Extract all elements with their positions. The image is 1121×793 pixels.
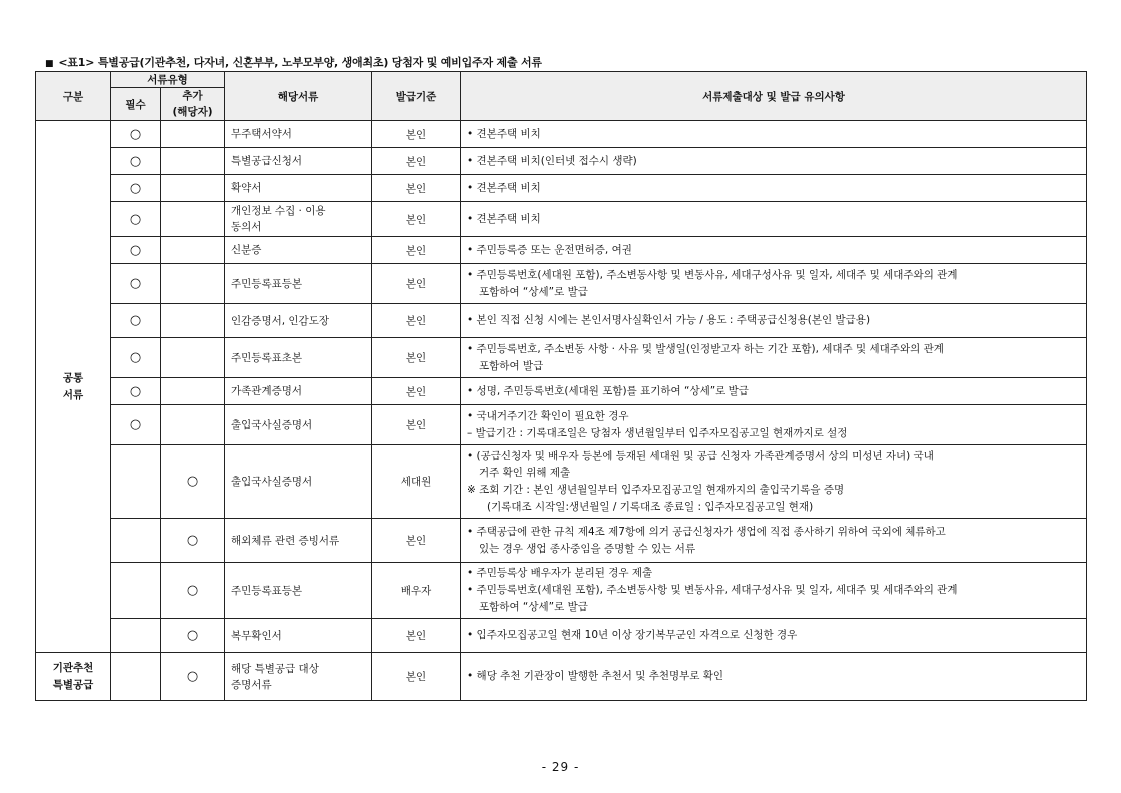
circle-mark-icon: ○ <box>129 242 142 258</box>
note-line: 거주 확인 위해 제출 <box>479 466 571 479</box>
document-name-cell <box>225 148 372 175</box>
required-mark-cell <box>111 121 161 148</box>
note-line: (기록대조 시작일:생년월일 / 기록대조 종료일 : 입주자모집공고일 현재) <box>487 500 814 513</box>
document-name-cell <box>225 445 372 519</box>
note-line: • 입주자모집공고일 현재 10년 이상 장기복무군인 자격으로 신청한 경우 <box>467 629 798 641</box>
circle-mark-icon: ○ <box>129 126 142 142</box>
group-label-line: 특별공급 <box>52 678 94 691</box>
required-mark-cell <box>111 378 161 405</box>
notes-cell <box>461 237 1087 264</box>
required-mark-cell <box>111 519 161 563</box>
notes-cell <box>461 121 1087 148</box>
required-mark-cell <box>111 563 161 619</box>
note-line: • 해당 추천 기관장이 발행한 추천서 및 추천명부로 확인 <box>467 670 724 682</box>
document-name-line: 주민등록표등본 <box>231 584 303 597</box>
circle-mark-icon: ○ <box>129 153 142 169</box>
document-name-line: 주민등록표초본 <box>231 351 303 364</box>
issue-basis-cell: 본인 <box>372 338 461 378</box>
header-notes: 서류제출대상 및 발급 유의사항 <box>461 72 1087 121</box>
additional-mark-cell <box>161 264 225 304</box>
notes-cell <box>461 445 1087 519</box>
notes-cell <box>461 175 1087 202</box>
required-mark-cell <box>111 237 161 264</box>
page-number: - 29 - <box>541 760 580 774</box>
additional-mark-cell <box>161 148 225 175</box>
note-line: • 주민등록번호(세대원 포함), 주소변동사항 및 변동사유, 세대구성사유 및 일자, 세대주 및 세대주와의 관계 <box>467 268 958 281</box>
table-row <box>36 202 1087 237</box>
note-line: • (공급신청자 및 배우자 등본에 등재된 세대원 및 공급 신청자 가족관계증명서 상의 미성년 자녀) 국내 <box>467 449 934 462</box>
header-required: 필수 <box>111 88 161 121</box>
circle-mark-icon: ○ <box>186 583 199 598</box>
table-row <box>36 304 1087 338</box>
table-title <box>45 54 542 70</box>
circle-mark-icon: ○ <box>186 669 199 684</box>
issue-basis-cell: 본인 <box>372 378 461 405</box>
note-line: • 주민등록번호, 주소변동 사항 · 사유 및 발생일(인정받고자 하는 기간 포함), 세대주 및 세대주와의 관계 <box>467 342 944 355</box>
table-row <box>36 563 1087 619</box>
additional-mark-cell <box>161 237 225 264</box>
required-mark-cell <box>111 175 161 202</box>
additional-mark-cell <box>161 378 225 405</box>
circle-mark-icon: ○ <box>129 180 142 196</box>
required-mark-cell <box>111 445 161 519</box>
issue-basis-cell: 본인 <box>372 519 461 563</box>
notes-cell <box>461 264 1087 304</box>
note-line: • 성명, 주민등록번호(세대원 포함)를 표기하여 “상세”로 발급 <box>467 384 749 397</box>
additional-mark-cell <box>161 304 225 338</box>
required-mark-cell <box>111 619 161 653</box>
table-row <box>36 338 1087 378</box>
table-row <box>36 653 1087 701</box>
document-name-line: 해당 특별공급 대상 <box>231 662 319 675</box>
circle-mark-icon: ○ <box>129 313 142 328</box>
note-line: • 주민등록번호(세대원 포함), 주소변동사항 및 변동사유, 세대구성사유 및 일자, 세대주 및 세대주와의 관계 <box>467 584 958 596</box>
note-line: • 국내거주기간 확인이 필요한 경우 <box>467 409 629 422</box>
circle-mark-icon: ○ <box>129 417 142 432</box>
table-body <box>36 121 1087 701</box>
required-mark-cell <box>111 264 161 304</box>
note-line: • 견본주택 비치 <box>467 181 541 194</box>
note-line: • 견본주택 비치 <box>467 212 541 225</box>
header-additional <box>161 88 225 121</box>
document-name-line: 동의서 <box>231 221 262 233</box>
circle-mark-icon: ○ <box>129 383 142 399</box>
required-mark-cell <box>111 148 161 175</box>
issue-basis-cell: 본인 <box>372 237 461 264</box>
header-category: 구분 <box>36 72 111 121</box>
notes-cell <box>461 202 1087 237</box>
note-line: 포함하여 “상세”로 발급 <box>479 601 588 613</box>
document-name-cell <box>225 405 372 445</box>
additional-mark-cell <box>161 121 225 148</box>
group-label-line: 서류 <box>62 388 84 401</box>
table-row <box>36 121 1087 148</box>
notes-cell <box>461 378 1087 405</box>
additional-mark-cell <box>161 405 225 445</box>
document-name-line: 증명서류 <box>231 678 272 691</box>
document-name-line: 신분증 <box>231 244 262 256</box>
required-mark-cell <box>111 405 161 445</box>
table-row <box>36 237 1087 264</box>
issue-basis-cell: 본인 <box>372 653 461 701</box>
header-issue-basis: 발급기준 <box>372 72 461 121</box>
table-row <box>36 445 1087 519</box>
circle-mark-icon: ○ <box>186 533 199 548</box>
title-bullet: ■ <box>45 59 54 69</box>
additional-mark-cell <box>161 445 225 519</box>
header-additional-line1: 추가 <box>182 90 203 102</box>
required-mark-cell <box>111 653 161 701</box>
additional-mark-cell <box>161 563 225 619</box>
note-line: 있는 경우 생업 종사중임을 증명할 수 있는 서류 <box>479 542 696 555</box>
note-line: • 견본주택 비치(인터넷 접수시 생략) <box>467 154 637 167</box>
required-mark-cell <box>111 202 161 237</box>
issue-basis-cell: 본인 <box>372 619 461 653</box>
document-name-line: 주민등록표등본 <box>231 277 303 290</box>
document-name-line: 특별공급신청서 <box>231 155 303 167</box>
notes-cell <box>461 148 1087 175</box>
header-additional-line2: (해당자) <box>172 106 213 118</box>
required-mark-cell <box>111 304 161 338</box>
notes-cell <box>461 619 1087 653</box>
issue-basis-cell: 본인 <box>372 405 461 445</box>
document-name-cell <box>225 264 372 304</box>
notes-cell <box>461 519 1087 563</box>
note-line: • 주민등록상 배우자가 분리된 경우 제출 <box>467 567 653 579</box>
group-label-line: 공통 <box>62 371 84 384</box>
notes-cell <box>461 338 1087 378</box>
table-row <box>36 264 1087 304</box>
circle-mark-icon: ○ <box>186 628 199 643</box>
document-name-line: 개인정보 수집 · 이용 <box>231 205 326 217</box>
group-label-cell <box>36 121 111 653</box>
issue-basis-cell: 본인 <box>372 148 461 175</box>
note-line: 포함하여 “상세”로 발급 <box>479 285 588 298</box>
document-table <box>35 71 1087 701</box>
additional-mark-cell <box>161 338 225 378</box>
document-name-cell <box>225 378 372 405</box>
table-row <box>36 619 1087 653</box>
issue-basis-cell: 본인 <box>372 264 461 304</box>
additional-mark-cell <box>161 619 225 653</box>
table-row <box>36 519 1087 563</box>
document-name-line: 출입국사실증명서 <box>231 418 313 431</box>
note-line: ※ 조회 기간 : 본인 생년월일부터 입주자모집공고일 현재까지의 출입국기록을 증명 <box>467 483 845 496</box>
document-name-cell <box>225 653 372 701</box>
header-document: 해당서류 <box>225 72 372 121</box>
circle-mark-icon: ○ <box>186 474 199 489</box>
document-name-line: 출입국사실증명서 <box>231 475 313 488</box>
issue-basis-cell: 세대원 <box>372 445 461 519</box>
document-name-cell <box>225 175 372 202</box>
circle-mark-icon: ○ <box>129 276 142 291</box>
header-doc-type: 서류유형 <box>111 72 225 88</box>
document-name-cell <box>225 619 372 653</box>
additional-mark-cell <box>161 519 225 563</box>
notes-cell <box>461 405 1087 445</box>
title-text: <표1> 특별공급(기관추천, 다자녀, 신혼부부, 노부모부양, 생애최초) 당첨자 및 예비입주자 제출 서류 <box>58 56 542 69</box>
note-line: • 본인 직접 신청 시에는 본인서명사실확인서 가능 / 용도 : 주택공급신청용(본인 발급용) <box>467 314 871 326</box>
document-name-cell <box>225 519 372 563</box>
note-line: • 주민등록증 또는 운전면허증, 여권 <box>467 243 632 256</box>
table-row <box>36 378 1087 405</box>
document-name-cell <box>225 237 372 264</box>
table-row <box>36 148 1087 175</box>
document-name-line: 인감증명서, 인감도장 <box>231 314 329 327</box>
group-label-cell <box>36 653 111 701</box>
note-line: 포함하여 발급 <box>479 359 544 372</box>
issue-basis-cell: 본인 <box>372 202 461 237</box>
circle-mark-icon: ○ <box>129 350 142 365</box>
note-line: – 발급기간 : 기록대조일은 당첨자 생년월일부터 입주자모집공고일 현재까지로 설정 <box>467 426 848 439</box>
document-name-line: 확약서 <box>231 182 262 194</box>
document-name-cell <box>225 121 372 148</box>
issue-basis-cell: 본인 <box>372 304 461 338</box>
notes-cell <box>461 304 1087 338</box>
additional-mark-cell <box>161 175 225 202</box>
issue-basis-cell: 배우자 <box>372 563 461 619</box>
additional-mark-cell <box>161 202 225 237</box>
document-name-cell <box>225 304 372 338</box>
table-row <box>36 175 1087 202</box>
document-name-cell <box>225 202 372 237</box>
table-row <box>36 405 1087 445</box>
note-line: • 견본주택 비치 <box>467 127 541 140</box>
document-name-line: 해외체류 관련 증빙서류 <box>231 534 340 547</box>
issue-basis-cell: 본인 <box>372 121 461 148</box>
issue-basis-cell: 본인 <box>372 175 461 202</box>
document-name-cell <box>225 563 372 619</box>
document-name-line: 가족관계증명서 <box>231 385 303 397</box>
document-name-line: 무주택서약서 <box>231 128 292 140</box>
group-label-line: 기관추천 <box>52 661 94 674</box>
additional-mark-cell <box>161 653 225 701</box>
note-line: • 주택공급에 관한 규칙 제4조 제7항에 의거 공급신청자가 생업에 직접 종사하기 위하여 국외에 체류하고 <box>467 525 946 538</box>
document-name-line: 복무확인서 <box>231 629 282 642</box>
notes-cell <box>461 563 1087 619</box>
document-name-cell <box>225 338 372 378</box>
circle-mark-icon: ○ <box>129 211 142 227</box>
notes-cell <box>461 653 1087 701</box>
required-mark-cell <box>111 338 161 378</box>
